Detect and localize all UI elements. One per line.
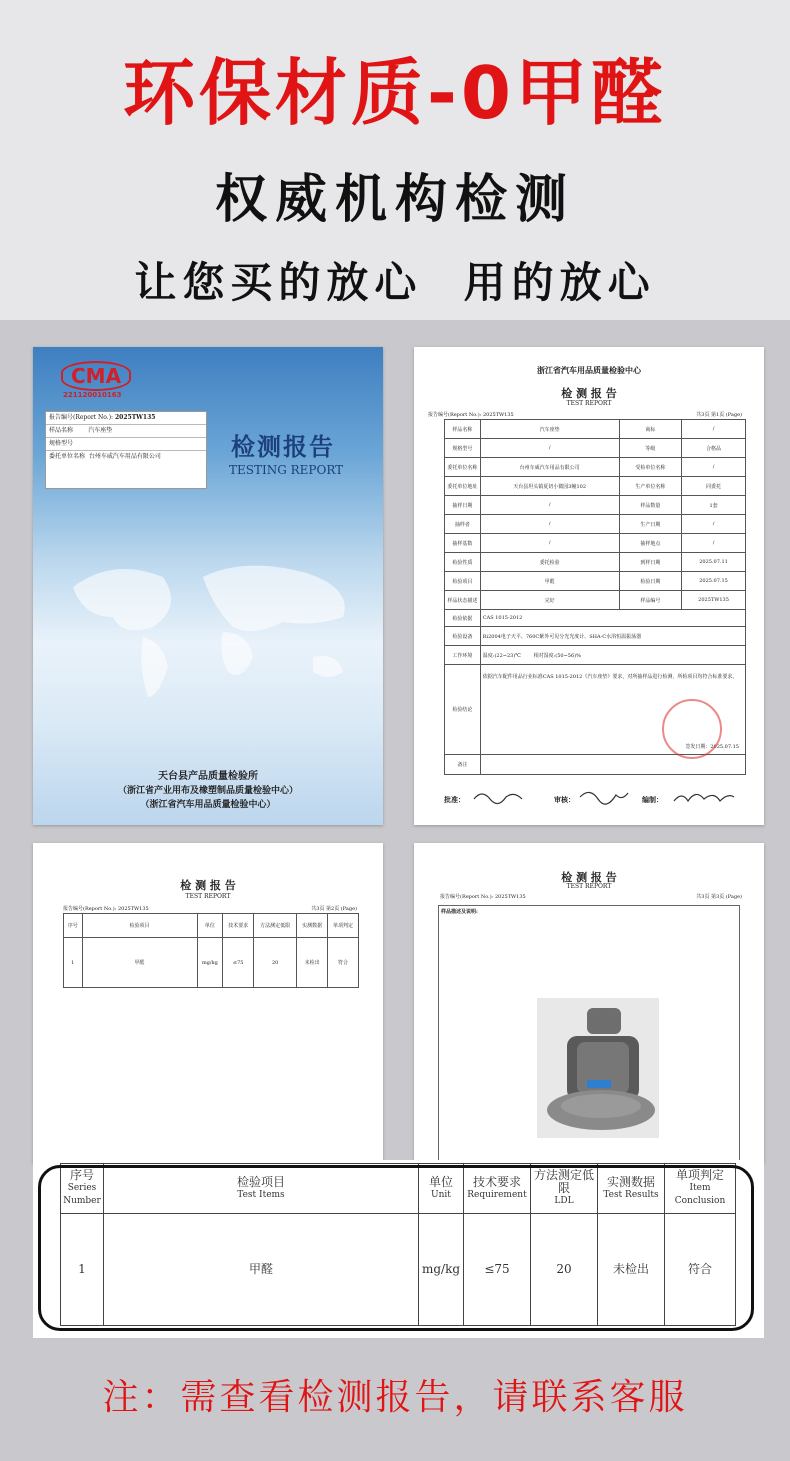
report-number: 报告编号(Report No.): 2025TW135 (428, 412, 514, 418)
report-heading: 检 测 报 告 (180, 879, 236, 892)
report-heading: 检 测 报 告 (561, 871, 617, 884)
report-page-2[interactable] (33, 843, 383, 1163)
header-en: LDL (554, 1196, 574, 1206)
header-cn: 单位 (428, 1174, 453, 1189)
cover-field-value: 汽车座垫 (88, 427, 113, 434)
report-page-3[interactable] (414, 843, 764, 1163)
header-cn: 实测数据 (606, 1174, 655, 1189)
org-line: 天台县产品质量检验所 (158, 771, 258, 782)
car-seat-photo (537, 998, 659, 1138)
header-cn: 单项判定 (675, 1168, 724, 1182)
cover-field-value: 2025TW135 (115, 414, 156, 421)
header-cn: 技术要求 (472, 1174, 521, 1189)
cell-requirement: ≤75 (464, 1214, 531, 1326)
cell-ldl: 20 (531, 1214, 598, 1326)
cell-unit: mg/kg (419, 1214, 464, 1326)
cell-conclusion: 符合 (665, 1214, 736, 1326)
org-line: （浙江省汽车用品质量检验中心） (140, 800, 276, 810)
compiled-label: 编制： (642, 795, 663, 804)
photo-frame (438, 905, 740, 1163)
report-number: 报告编号(Report No.): 2025TW135 (63, 906, 149, 912)
report-heading-en: TEST REPORT (566, 400, 612, 407)
report-number: 报告编号(Report No.): 2025TW135 (440, 894, 526, 900)
cover-field-label: 样品名称 (49, 427, 74, 434)
report-heading: 检 测 报 告 (561, 387, 617, 400)
approved-label: 批准： (444, 795, 465, 804)
report-page-1[interactable] (414, 347, 764, 825)
page-number: 共3页 第3页 (Page) (696, 894, 742, 900)
report-heading-en: TEST REPORT (566, 883, 612, 890)
highlight-frame (38, 1165, 754, 1331)
cma-logo: CMA (61, 361, 131, 391)
page-number: 共3页 第2页 (Page) (311, 906, 357, 912)
report-info-table: 样品名称 汽车座垫 商标 / 规格型号 / 等级 合格品 委托单位名称 台州车威汽车用品有限公司 受检单位名称 / 委托单位地址 天台县坦头镇夏切小微园3幢102 生产单位名称 同委托 抽样日期 / 样品数量 1套 抽样者 / 生产日期 / 抽样基数 / 抽样地点 / 检验性质 委托检验 到样日期 2025.07.11 检验项目 甲醛 检验日期 2025.07.15 样品状态描述 完好 样品编号 2025TW135 检验依据 CAS 1015-2012 检验设备 Ri2004电子天平、760C紫外可见分光光度计、SHA-C水浴恒温振荡器 工作环境 温度:(22~23)℃ 相对湿度:(50~56)% 检验结论 依据汽车配件用品行业标准CAS 1015-2012《汽车座垫》要求，对所抽样品进行检测，所检项目均符合标准要求。 签发日期：2025.07.15 备注 (444, 419, 746, 775)
result-table-small: 序号 检验项目 单位 技术要求 方法测定低限 实测数据 单项判定 1 甲醛 mg/kg ≤75 20 未检出 符合 (63, 913, 359, 988)
cma-number: 221120010163 (63, 391, 122, 399)
cover-info-box (45, 411, 207, 489)
cover-title-en: TESTING REPORT (229, 463, 344, 477)
cover-organization (33, 770, 383, 812)
slogan: 让您买的放心 用的放心 (134, 258, 656, 307)
signature-compiled (672, 787, 736, 807)
world-map-graphic (53, 547, 373, 707)
header-cn: 方法测定低限 (533, 1168, 594, 1195)
org-line: （浙江省产业用布及橡塑制品质量检验中心） (117, 786, 298, 796)
header-en: Item Conclusion (674, 1183, 726, 1206)
report-heading-en: TEST REPORT (185, 893, 231, 900)
cover-field-value: 台州车威汽车用品有限公司 (88, 453, 161, 460)
cell-result: 未检出 (598, 1214, 665, 1326)
photo-label: 样品描述及说明: (441, 909, 478, 915)
cover-field-label: 委托单位名称 (49, 453, 86, 460)
sign-date: 签发日期：2025.07.15 (685, 744, 739, 750)
verified-label: 审核： (554, 795, 575, 804)
cover-field-label: 规格型号 (49, 440, 74, 447)
cover-field-label: 报告编号(Report No.): (49, 414, 114, 421)
header-en: Requirement (467, 1189, 527, 1200)
center-name: 浙江省汽车用品质量检验中心 (537, 365, 641, 375)
header-en: Test Results (603, 1189, 659, 1200)
header-en: Unit (431, 1189, 451, 1200)
cell-item: 甲醛 (104, 1214, 419, 1326)
header-en: Series Number (63, 1183, 101, 1206)
cell-number: 1 (61, 1214, 104, 1326)
report-cover[interactable] (33, 347, 383, 825)
header-cn: 序号 (69, 1168, 94, 1182)
subtitle: 权威机构检测 (214, 170, 575, 230)
signature-verified (578, 787, 632, 807)
cover-title-cn: 检测报告 (231, 432, 335, 461)
header-en: Test Items (237, 1189, 285, 1200)
footer-note: 注：需查看检测报告，请联系客服 (102, 1377, 688, 1418)
page-number: 共3页 第1页 (Page) (696, 412, 742, 418)
header-cn: 检验项目 (236, 1174, 285, 1189)
official-seal (662, 699, 722, 759)
main-title: 环保材质-0甲醛 (123, 51, 667, 135)
signature-approved (472, 787, 532, 807)
